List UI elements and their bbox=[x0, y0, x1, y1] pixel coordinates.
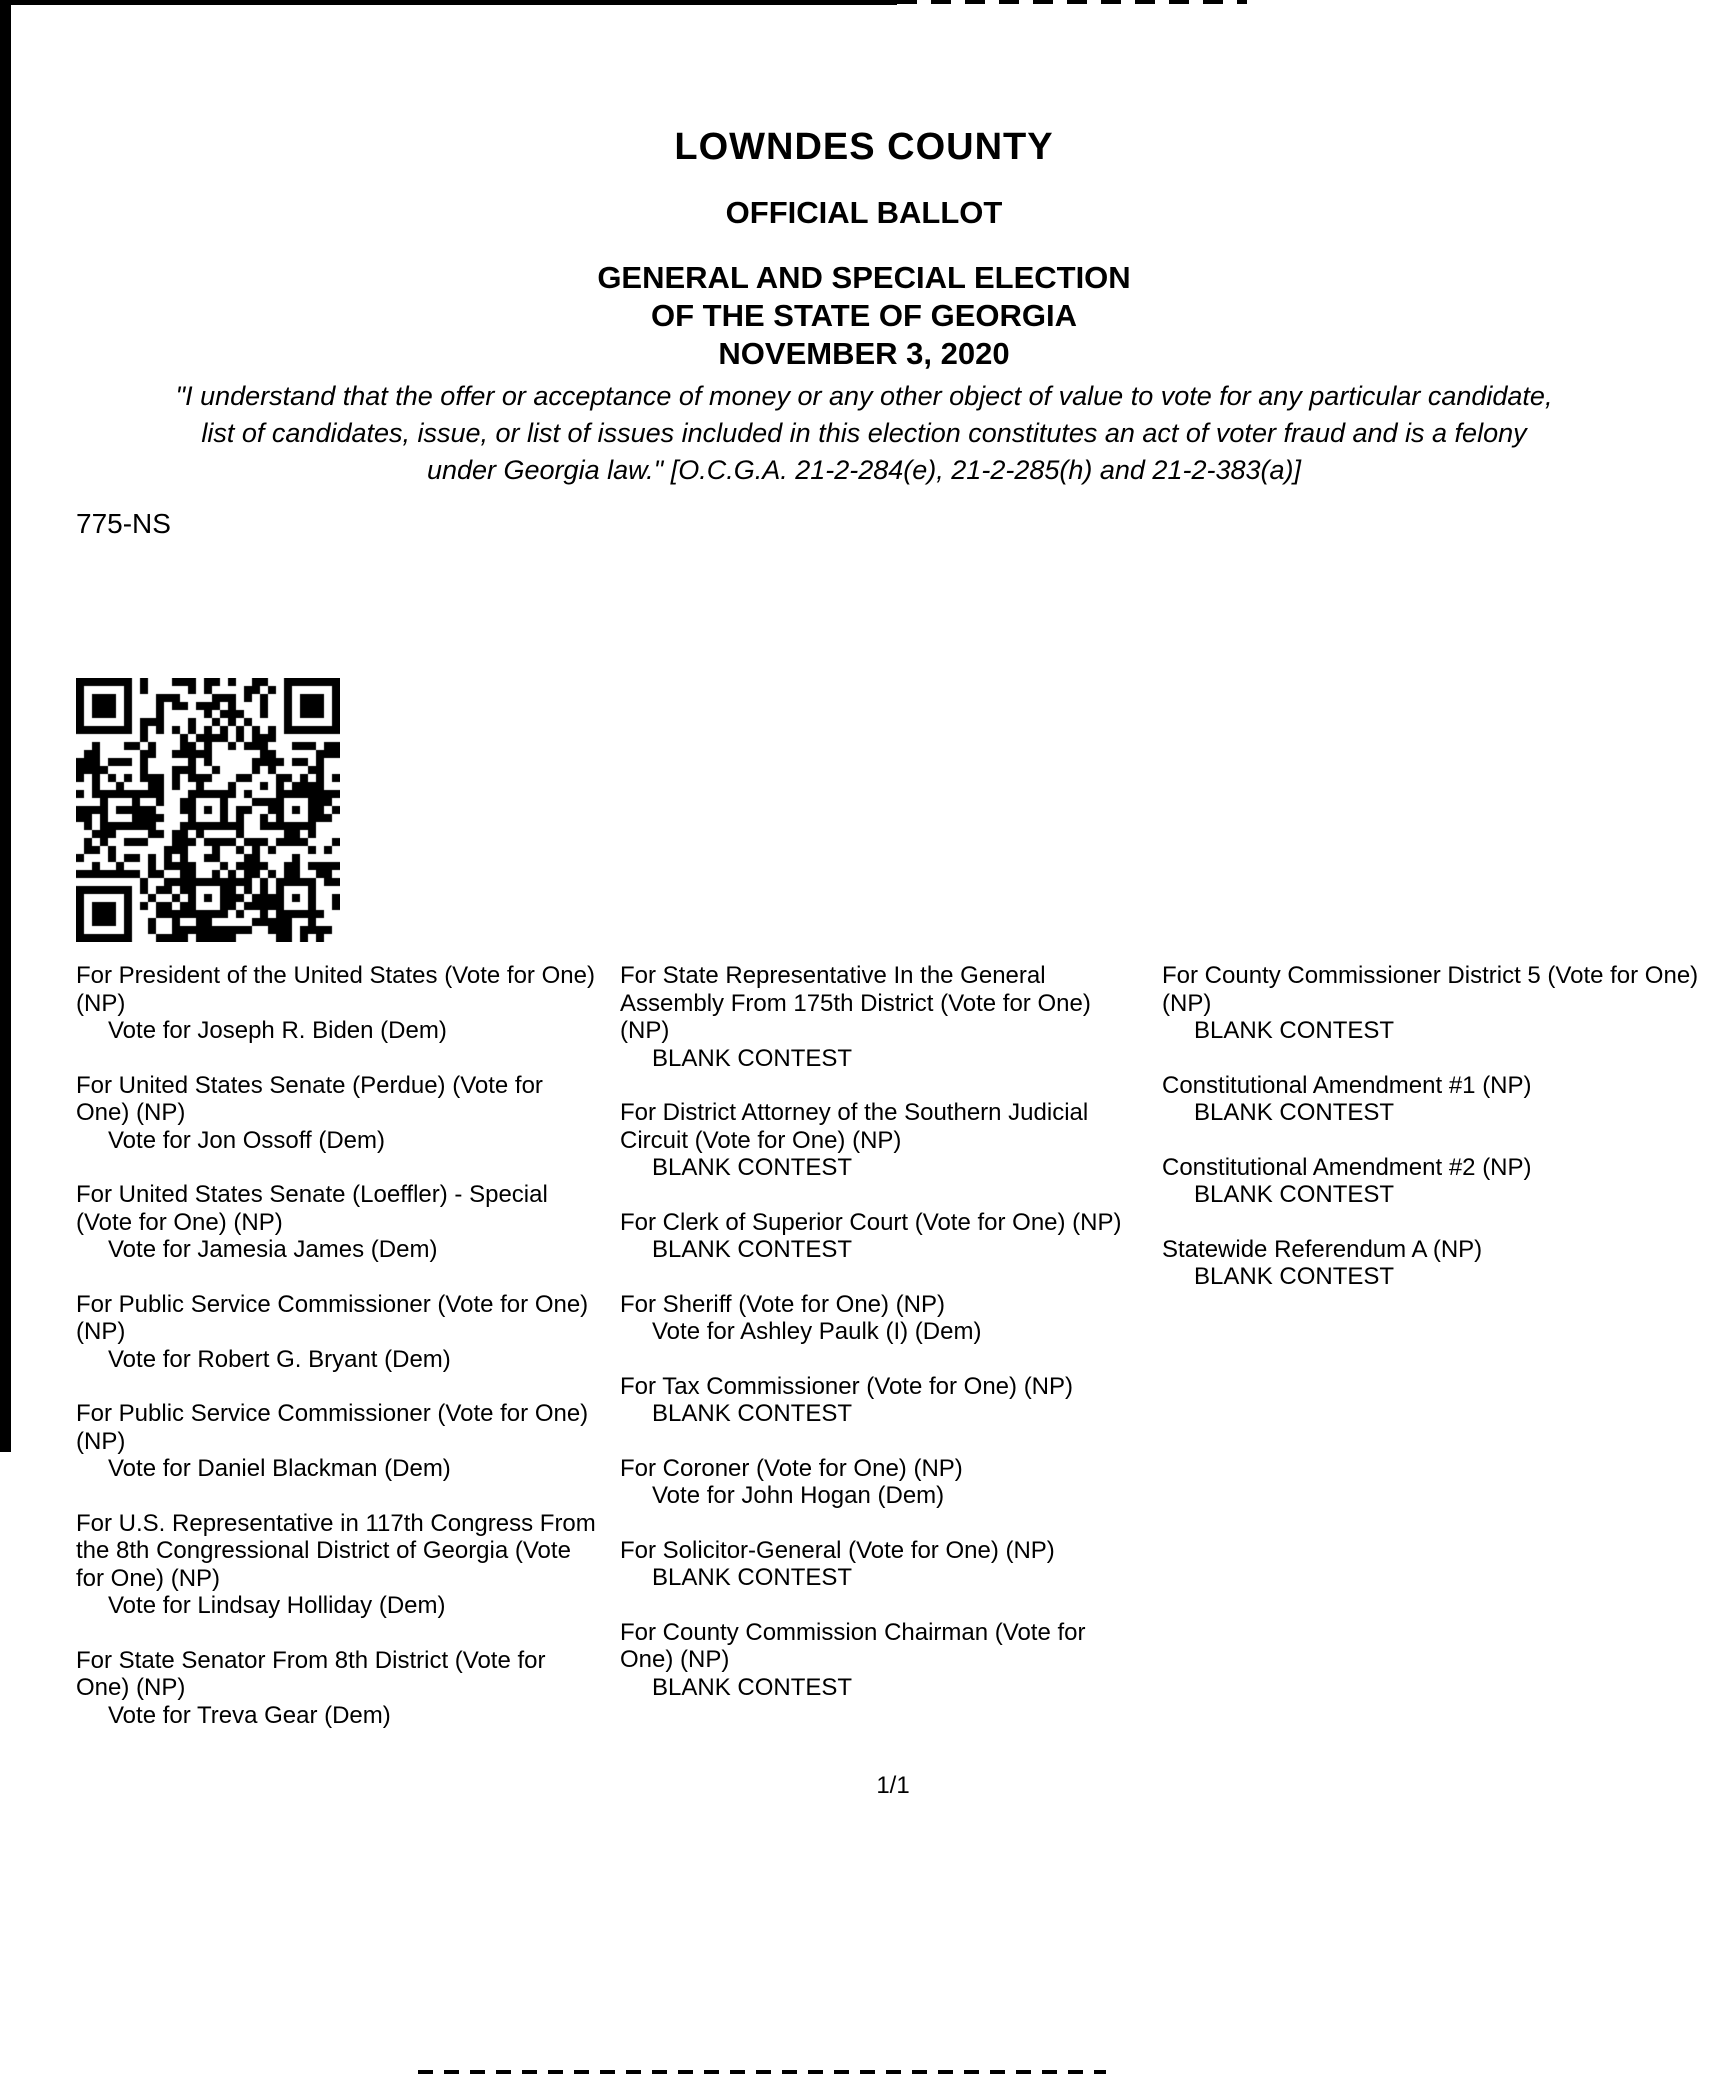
contest-us-senate-perdue bbox=[76, 1072, 596, 1155]
contest-result: BLANK CONTEST bbox=[1194, 1017, 1395, 1044]
contest-county-commissioner-d5 bbox=[1162, 962, 1728, 1045]
ballot-header bbox=[0, 126, 1728, 373]
contest-result: Vote for Daniel Blackman (Dem) bbox=[108, 1455, 451, 1482]
contest-result: Vote for Lindsay Holliday (Dem) bbox=[108, 1592, 446, 1619]
election-title bbox=[0, 259, 1728, 373]
contest-sheriff bbox=[620, 1291, 1135, 1346]
ballot-title: OFFICIAL BALLOT bbox=[725, 195, 1003, 230]
contest-result: Vote for Jamesia James (Dem) bbox=[108, 1236, 438, 1263]
contest-result: BLANK CONTEST bbox=[1194, 1099, 1395, 1126]
contest-title: For State Representative In the General Assembly From 175th District (Vote for One) (NP) bbox=[620, 962, 1091, 1044]
fraud-disclaimer-line-3: under Georgia law." [O.C.G.A. 21-2-284(e), 21-2-285(h) and 21-2-383(a)] bbox=[426, 455, 1302, 485]
contest-constitutional-amendment-1 bbox=[1162, 1072, 1728, 1127]
contest-title: For President of the United States (Vote for One) (NP) bbox=[76, 962, 595, 1017]
contest-title: For Public Service Commissioner (Vote for One) (NP) bbox=[76, 1400, 589, 1455]
contest-column-1 bbox=[76, 962, 596, 1756]
contest-title: For Clerk of Superior Court (Vote for One) (NP) bbox=[620, 1208, 1122, 1236]
contest-constitutional-amendment-2 bbox=[1162, 1154, 1728, 1209]
contest-tax-commissioner bbox=[620, 1373, 1135, 1428]
contest-title: For United States Senate (Loeffler) - Special (Vote for One) (NP) bbox=[76, 1181, 548, 1236]
contest-president bbox=[76, 962, 596, 1045]
election-state: OF THE STATE OF GEORGIA bbox=[651, 298, 1077, 333]
contest-clerk-superior-court bbox=[620, 1209, 1135, 1264]
contest-result: BLANK CONTEST bbox=[652, 1673, 853, 1701]
contest-result: BLANK CONTEST bbox=[652, 1044, 853, 1072]
contest-us-senate-loeffler bbox=[76, 1181, 596, 1264]
contest-result: BLANK CONTEST bbox=[1194, 1181, 1395, 1208]
county-title: LOWNDES COUNTY bbox=[674, 126, 1054, 168]
contest-title: For Tax Commissioner (Vote for One) (NP) bbox=[620, 1372, 1074, 1400]
contest-title: Statewide Referendum A (NP) bbox=[1162, 1235, 1483, 1263]
contest-coroner bbox=[620, 1455, 1135, 1510]
page-number: 1/1 bbox=[876, 1772, 910, 1799]
contest-result: Vote for Robert G. Bryant (Dem) bbox=[108, 1345, 451, 1373]
scan-artifact-bottom-dashes bbox=[418, 2070, 1106, 2074]
contest-result: Vote for Joseph R. Biden (Dem) bbox=[108, 1017, 447, 1044]
contest-title: For State Senator From 8th District (Vote for One) (NP) bbox=[76, 1646, 546, 1701]
qr-code bbox=[76, 678, 340, 942]
contest-title: For County Commissioner District 5 (Vote for One) (NP) bbox=[1162, 962, 1699, 1017]
contest-state-senator bbox=[76, 1647, 596, 1730]
contest-district-attorney bbox=[620, 1099, 1135, 1182]
ballot-style-code: 775-NS bbox=[76, 508, 171, 539]
fraud-disclaimer-line-2: list of candidates, issue, or list of issues included in this election constitutes an act of voter fraud and is a felony bbox=[201, 418, 1527, 448]
contest-column-3 bbox=[1162, 962, 1728, 1318]
fraud-disclaimer-line-1: "I understand that the offer or acceptance of money or any other object of value to vote for any particular candidate, bbox=[175, 381, 1553, 411]
election-name: GENERAL AND SPECIAL ELECTION bbox=[597, 260, 1131, 295]
scan-artifact-top-dashes bbox=[897, 0, 1247, 4]
contest-title: For Sheriff (Vote for One) (NP) bbox=[620, 1290, 945, 1318]
contest-title: Constitutional Amendment #2 (NP) bbox=[1162, 1153, 1532, 1181]
contest-us-representative bbox=[76, 1510, 596, 1620]
election-date: NOVEMBER 3, 2020 bbox=[718, 336, 1010, 371]
contest-result: Vote for Ashley Paulk (I) (Dem) bbox=[652, 1318, 982, 1345]
contest-result: BLANK CONTEST bbox=[652, 1236, 853, 1263]
contest-result: BLANK CONTEST bbox=[652, 1400, 853, 1427]
contest-title: For Solicitor-General (Vote for One) (NP) bbox=[620, 1536, 1055, 1564]
contest-statewide-referendum-a bbox=[1162, 1236, 1728, 1291]
contest-title: For Public Service Commissioner (Vote for One) (NP) bbox=[76, 1290, 589, 1345]
contest-result: Vote for Jon Ossoff (Dem) bbox=[108, 1126, 385, 1154]
contest-solicitor-general bbox=[620, 1537, 1135, 1592]
contest-result: BLANK CONTEST bbox=[652, 1564, 853, 1591]
contest-result: Vote for John Hogan (Dem) bbox=[652, 1482, 945, 1509]
fraud-disclaimer bbox=[0, 378, 1728, 489]
contest-title: For Coroner (Vote for One) (NP) bbox=[620, 1454, 963, 1482]
contest-column-2 bbox=[620, 962, 1135, 1728]
contest-psc-2 bbox=[76, 1400, 596, 1483]
contest-title: For United States Senate (Perdue) (Vote for One) (NP) bbox=[76, 1071, 543, 1126]
contest-county-commission-chairman bbox=[620, 1619, 1135, 1702]
contest-title: Constitutional Amendment #1 (NP) bbox=[1162, 1071, 1532, 1099]
contest-psc-1 bbox=[76, 1291, 596, 1374]
contest-title: For U.S. Representative in 117th Congress From the 8th Congressional District of Georgia (Vote for One) (NP) bbox=[76, 1509, 596, 1592]
scan-artifact-top-line bbox=[0, 0, 897, 5]
contest-state-representative bbox=[620, 962, 1135, 1072]
contest-title: For County Commission Chairman (Vote for One) (NP) bbox=[620, 1618, 1086, 1673]
contest-result: BLANK CONTEST bbox=[1194, 1263, 1395, 1290]
contest-result: BLANK CONTEST bbox=[652, 1154, 853, 1181]
contest-title: For District Attorney of the Southern Judicial Circuit (Vote for One) (NP) bbox=[620, 1099, 1089, 1154]
contest-result: Vote for Treva Gear (Dem) bbox=[108, 1701, 391, 1729]
